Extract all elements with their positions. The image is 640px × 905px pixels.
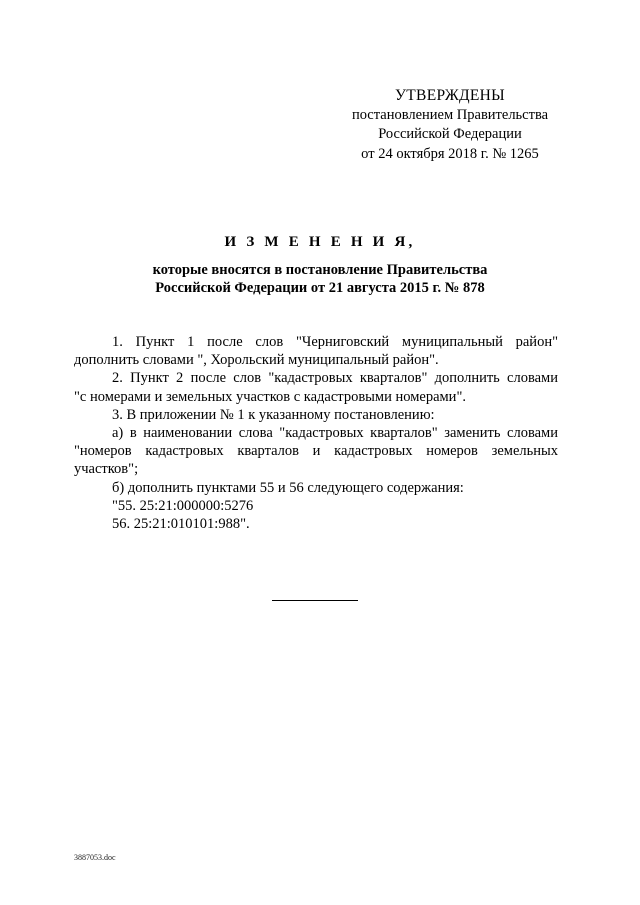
paragraph-1-line-1: 1. Пункт 1 после слов "Черниговский муниципальный район"	[112, 334, 558, 350]
approval-stamp	[340, 86, 560, 164]
paragraph-2-line-1: 2. Пункт 2 после слов "кадастровых кварталов" дополнить словами	[112, 370, 558, 387]
approval-line-3: от 24 октября 2018 г. № 1265	[361, 145, 539, 162]
approval-line-1: постановлением Правительства	[351, 106, 549, 123]
title-subtitle-line-2: Российской Федерации от 21 августа 2015 г. № 878	[155, 280, 485, 296]
approval-line-2: Российской Федерации	[378, 126, 522, 142]
paragraph-2-line-2: "с номерами и земельных участков с кадастровыми номерами".	[74, 388, 466, 405]
document-reference: 3887053.doc	[74, 853, 116, 862]
paragraph-3a-line-3: участков";	[74, 461, 139, 478]
document-title	[60, 234, 580, 297]
title-heading: И З М Е Н Е Н И Я,	[224, 234, 416, 250]
list-item-55: "55. 25:21:000000:5276	[112, 497, 254, 514]
paragraph-3a-line-2: "номеров кадастровых кварталов и кадастровых номеров земельных	[74, 443, 558, 460]
title-subtitle-line-1: которые вносятся в постановление Правительства	[152, 262, 488, 278]
paragraph-3a-line-1: а) в наименовании слова "кадастровых кварталов" заменить словами	[112, 425, 558, 442]
list-item-56: 56. 25:21:010101:988".	[112, 516, 250, 533]
document-body	[74, 333, 558, 533]
approval-heading: УТВЕРЖДЕНЫ	[395, 87, 505, 104]
paragraph-3b: б) дополнить пунктами 55 и 56 следующего содержания:	[112, 479, 464, 496]
paragraph-3: 3. В приложении № 1 к указанному постановлению:	[112, 406, 435, 423]
paragraph-1-line-2: дополнить словами ", Хорольский муниципальный район".	[74, 352, 439, 369]
separator-line	[272, 600, 358, 601]
